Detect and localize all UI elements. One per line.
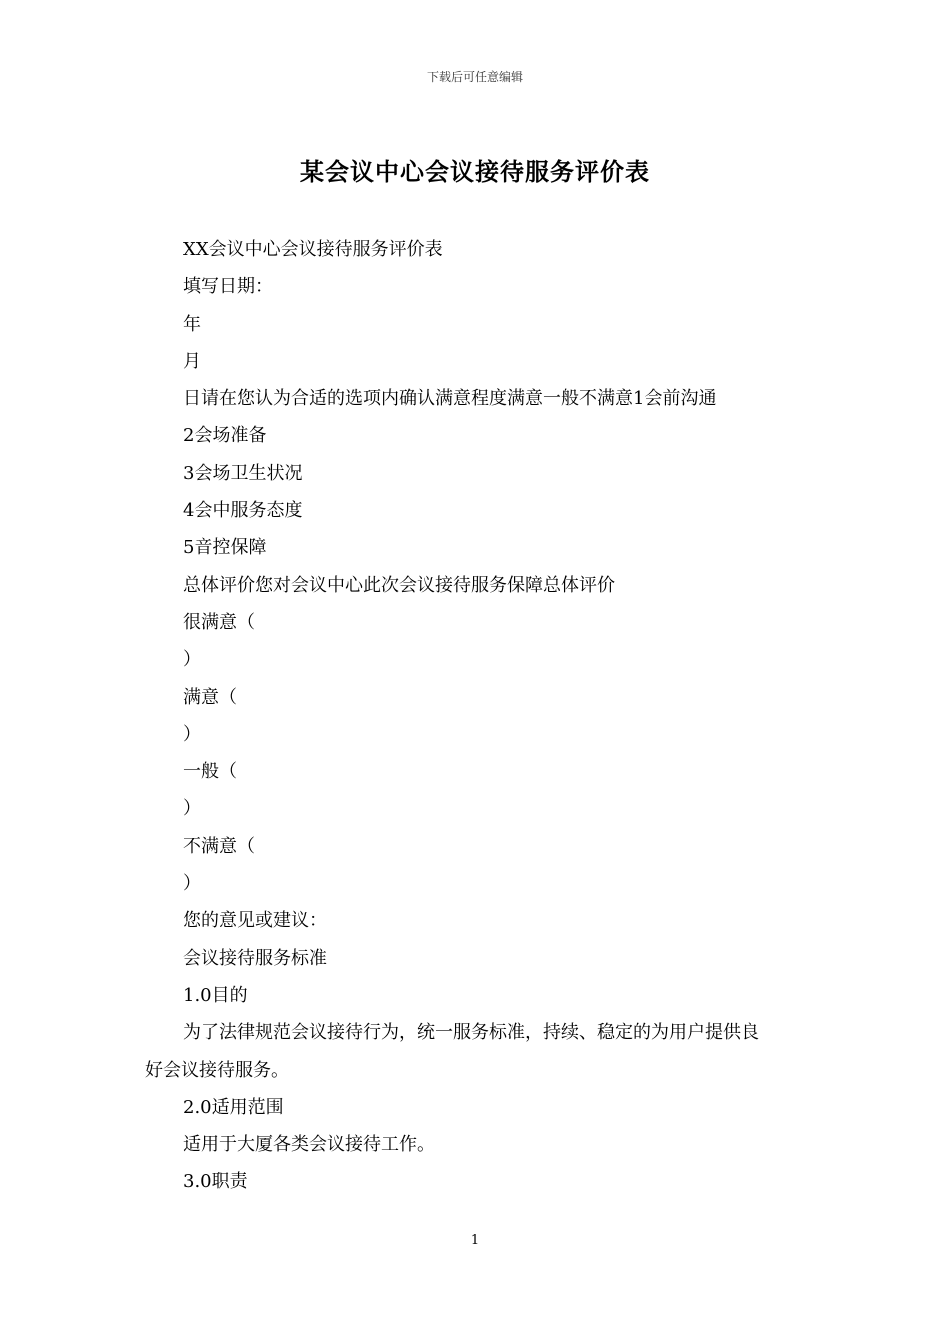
body-line: 4会中服务态度 xyxy=(183,500,303,522)
body-line: 月 xyxy=(183,350,201,372)
body-line: 总体评价您对会议中心此次会议接待服务保障总体评价 xyxy=(183,574,615,596)
body-line: 您的意见或建议： xyxy=(183,910,327,932)
body-line: 适用于大厦各类会议接待工作。 xyxy=(183,1134,435,1156)
body-line: 很满意（ xyxy=(183,611,255,633)
header-note: 下载后可任意编辑 xyxy=(426,70,523,84)
document-title: 某会议中心会议接待服务评价表 xyxy=(300,157,650,186)
document-body xyxy=(145,231,810,1201)
body-line: 3会场卫生状况 xyxy=(183,462,303,484)
body-line: 日请在您认为合适的选项内确认满意程度满意一般不满意1会前沟通 xyxy=(183,388,717,410)
purpose-paragraph-continuation: 好会议接待服务。 xyxy=(145,1059,289,1081)
purpose-paragraph xyxy=(145,1014,810,1089)
body-line: ） xyxy=(183,723,201,745)
body-line: 2会场准备 xyxy=(183,425,267,447)
body-line: 一般（ xyxy=(183,761,237,783)
purpose-paragraph-line: 为了法律规范会议接待行为，统一服务标准，持续、稳定的为用户提供良 xyxy=(183,1022,759,1044)
body-line: 会议接待服务标准 xyxy=(183,947,327,969)
body-line: 不满意（ xyxy=(183,835,255,857)
body-line: ） xyxy=(183,873,201,895)
body-line: 满意（ xyxy=(183,686,237,708)
body-line: ） xyxy=(183,649,201,671)
body-line: ） xyxy=(183,798,201,820)
body-line: 3.0职责 xyxy=(183,1171,248,1193)
body-line: 1.0目的 xyxy=(183,984,248,1006)
body-line: 年 xyxy=(183,313,201,335)
page-number: 1 xyxy=(470,1233,480,1248)
body-line: 5音控保障 xyxy=(183,537,267,559)
body-line: 填写日期： xyxy=(183,276,273,298)
body-line: XX会议中心会议接待服务评价表 xyxy=(183,239,443,260)
body-line: 2.0适用范围 xyxy=(183,1096,284,1118)
